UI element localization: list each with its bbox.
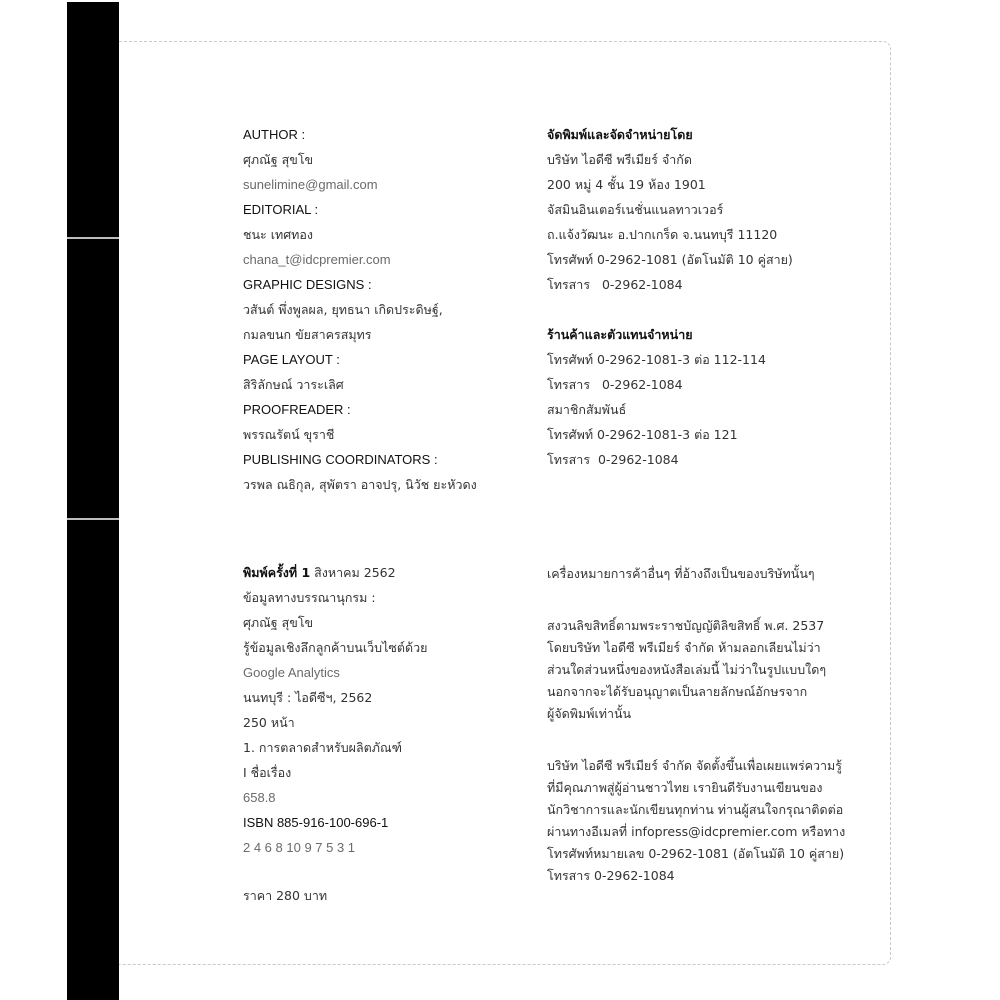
cip-place: นนทบุรี : ไอดีซีฯ, 2562: [243, 690, 373, 705]
cip-title-english: Google Analytics: [243, 665, 340, 680]
catalog-section: [243, 560, 427, 908]
legal-section: [547, 563, 845, 887]
page-layout-label: PAGE LAYOUT :: [243, 352, 340, 367]
graphic-designs-label: GRAPHIC DESIGNS :: [243, 277, 372, 292]
editorial-name: ชนะ เทศทอง: [243, 227, 314, 242]
cip-title: รู้ข้อมูลเชิงลึกลูกค้าบนเว็บไซต์ด้วย: [243, 640, 428, 655]
publisher-phone: โทรศัพท์ 0-2962-1081 (อัตโนมัติ 10 คู่สาย): [547, 252, 793, 267]
publisher-address-line: จัสมินอินเตอร์เนชั่นแนลทาวเวอร์: [547, 202, 724, 217]
copyright-line: นอกจากจะได้รับอนุญาตเป็นลายลักษณ์อักษรจาก: [547, 684, 808, 699]
author-email: sunelimine@gmail.com: [243, 177, 378, 192]
trademark-notice: เครื่องหมายการค้าอื่นๆ ที่อ้างถึงเป็นของบริษัทนั้นๆ: [547, 566, 815, 581]
author-name: ศุภณัฐ สุขโข: [243, 152, 314, 167]
edition-line: [243, 560, 427, 585]
about-line: โทรสาร 0-2962-1084: [547, 868, 675, 883]
copyright-line: โดยบริษัท ไอดีซี พรีเมียร์ จำกัด ห้ามลอกเลียนไม่ว่า: [547, 640, 821, 655]
members-phone: โทรศัพท์ 0-2962-1081-3 ต่อ 121: [547, 427, 738, 442]
publisher-company: บริษัท ไอดีซี พรีเมียร์ จำกัด: [547, 152, 692, 167]
copyright-line: ผู้จัดพิมพ์เท่านั้น: [547, 706, 632, 721]
publisher-address-line: 200 หมู่ 4 ชั้น 19 ห้อง 1901: [547, 177, 706, 192]
cip-classification: 658.8: [243, 790, 276, 805]
distributor-heading: ร้านค้าและตัวแทนจำหน่าย: [547, 327, 693, 342]
about-line: ผ่านทางอีเมลที่ infopress@idcpremier.com หรือทาง: [547, 824, 846, 839]
publisher-fax: โทรสาร 0-2962-1084: [547, 277, 683, 292]
publisher-address-line: ถ.แจ้งวัฒนะ อ.ปากเกร็ด จ.นนทบุรี 11120: [547, 227, 778, 242]
distributor-fax: โทรสาร 0-2962-1084: [547, 377, 683, 392]
cip-label: ข้อมูลทางบรรณานุกรม :: [243, 590, 376, 605]
print-line: 2 4 6 8 10 9 7 5 3 1: [243, 840, 356, 855]
copyright-line: สงวนลิขสิทธิ์ตามพระราชบัญญัติลิขสิทธิ์ พ.ศ. 2537: [547, 618, 825, 633]
graphic-designs-names: วสันต์ พึ่งพูลผล, ยุทธนา เกิดประดิษฐ์,: [243, 302, 443, 317]
spine-divider: [67, 518, 119, 520]
editorial-email: chana_t@idcpremier.com: [243, 252, 391, 267]
graphic-designs-names-cont: กมลขนก ขัยสาครสมุทร: [243, 327, 372, 342]
members-label: สมาชิกสัมพันธ์: [547, 402, 627, 417]
price: ราคา 280 บาท: [243, 888, 328, 903]
about-line: นักวิชาการและนักเขียนทุกท่าน ท่านผู้สนใจกรุณาติดต่อ: [547, 802, 844, 817]
proofreader-label: PROOFREADER :: [243, 402, 351, 417]
editorial-label: EDITORIAL :: [243, 202, 319, 217]
publisher-section: [547, 122, 793, 472]
copyright-line: ส่วนใดส่วนหนึ่งของหนังสือเล่มนี้ ไม่ว่าในรูปแบบใดๆ: [547, 662, 827, 677]
isbn: ISBN 885-916-100-696-1: [243, 815, 389, 830]
spine-divider: [67, 237, 119, 239]
publishing-coordinators-label: PUBLISHING COORDINATORS :: [243, 452, 438, 467]
book-spine-bar: [67, 2, 119, 1000]
author-label: AUTHOR :: [243, 127, 306, 142]
edition-date: สิงหาคม 2562: [314, 565, 396, 580]
cip-subject: 1. การตลาดสำหรับผลิตภัณฑ์: [243, 740, 402, 755]
credits-section: [243, 122, 477, 497]
cip-title-entry: I ชื่อเรื่อง: [243, 765, 292, 780]
publishing-coordinators-names: วรพล ณธิกุล, สุพัตรา อาจปรุ, นิวัช ยะหัวดง: [243, 477, 477, 492]
cip-author: ศุภณัฐ สุขโข: [243, 615, 314, 630]
page-layout-name: สิริลักษณ์ วาระเลิศ: [243, 377, 344, 392]
proofreader-name: พรรณรัตน์ ขุราชี: [243, 427, 335, 442]
publisher-heading: จัดพิมพ์และจัดจำหน่ายโดย: [547, 127, 693, 142]
about-line: โทรศัพท์หมายเลข 0-2962-1081 (อัตโนมัติ 10 คู่สาย): [547, 846, 845, 861]
edition-number: พิมพ์ครั้งที่ 1: [243, 565, 311, 580]
about-line: บริษัท ไอดีซี พรีเมียร์ จำกัด จัดตั้งขึ้นเพื่อเผยแพร่ความรู้: [547, 758, 843, 773]
members-fax: โทรสาร 0-2962-1084: [547, 452, 679, 467]
distributor-phone: โทรศัพท์ 0-2962-1081-3 ต่อ 112-114: [547, 352, 766, 367]
about-line: ที่มีคุณภาพสู่ผู้อ่านชาวไทย เรายินดีรับงานเขียนของ: [547, 780, 823, 795]
cip-pages: 250 หน้า: [243, 715, 295, 730]
